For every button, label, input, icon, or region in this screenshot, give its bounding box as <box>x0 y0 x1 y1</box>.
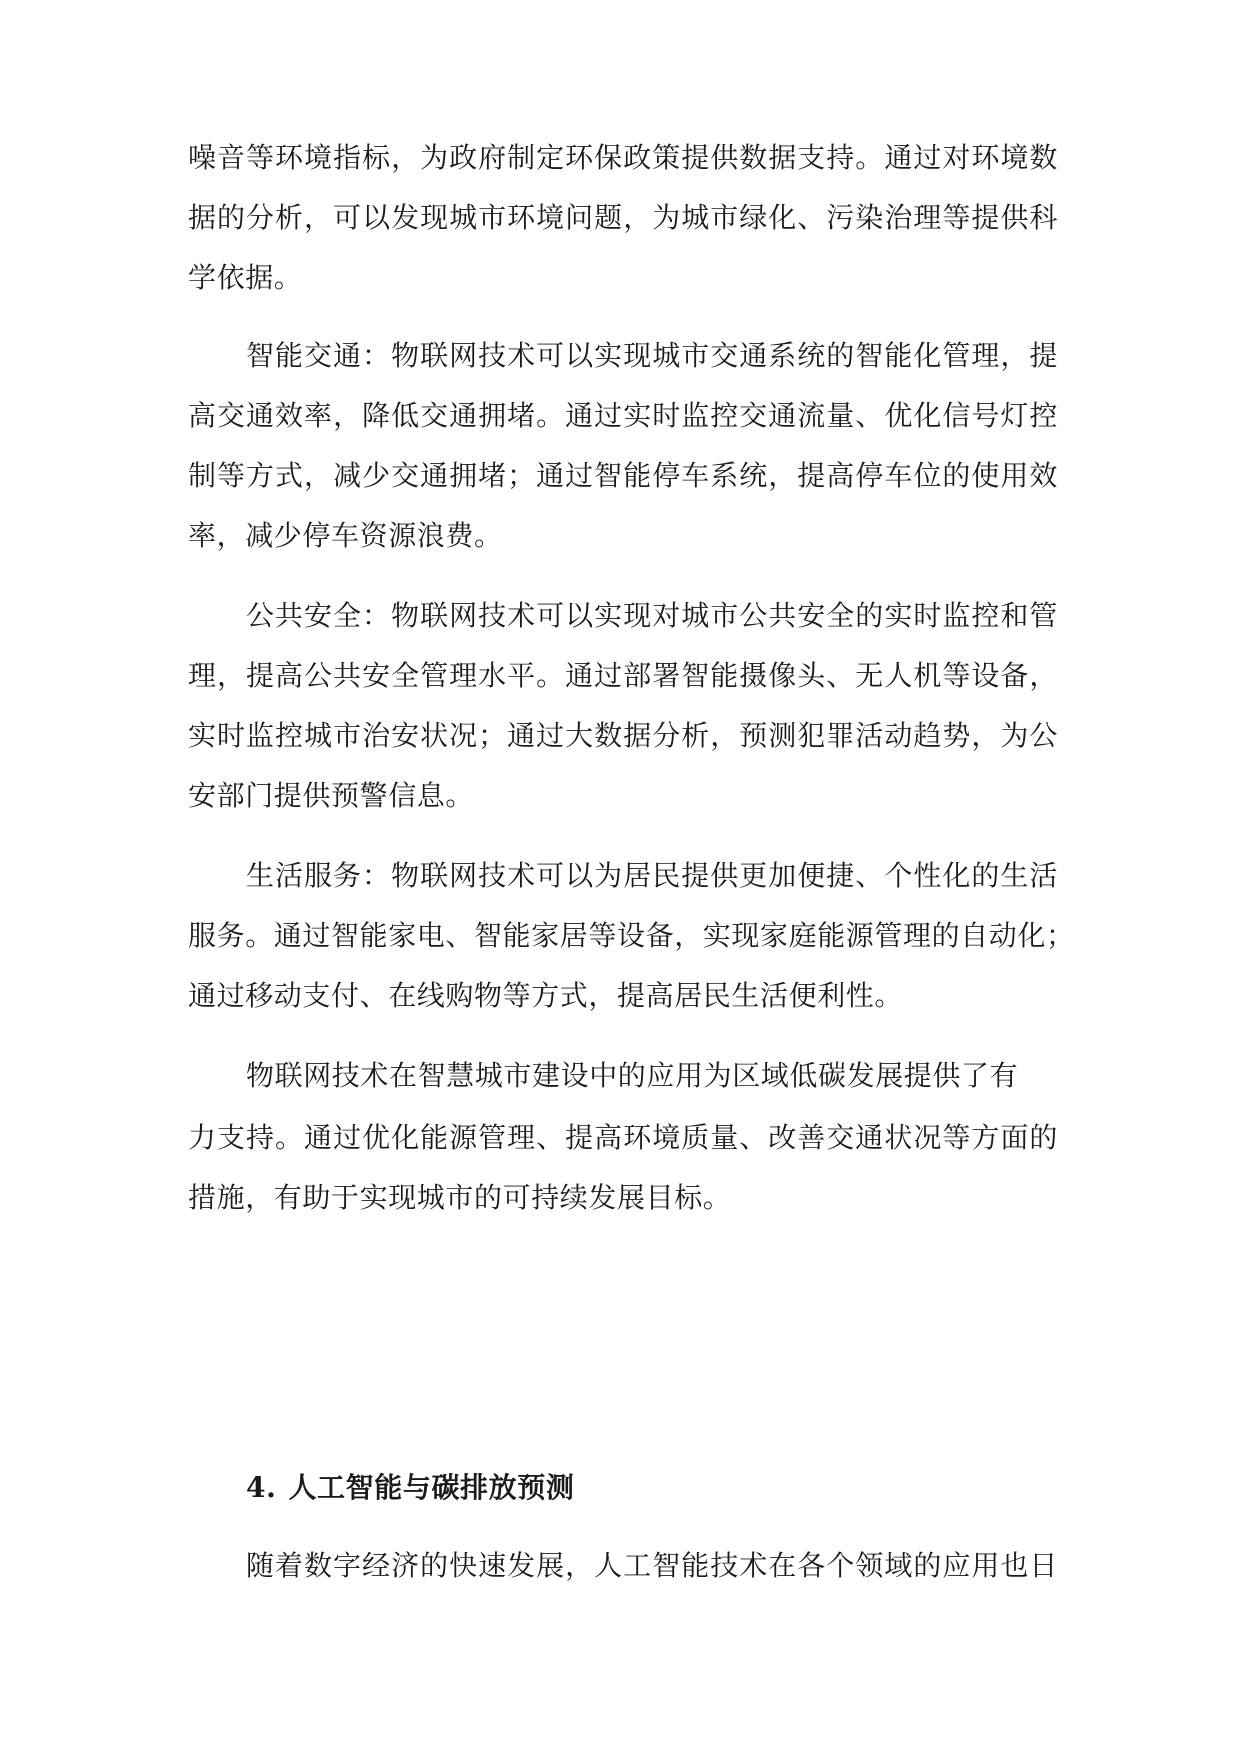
section-heading <box>246 1468 574 1508</box>
paragraph-line: 制等方式，减少交通拥堵；通过智能停车系统，提高停车位的使用效 <box>188 459 1058 492</box>
paragraph-line: 物联网技术在智慧城市建设中的应用为区域低碳发展提供了有 <box>246 1059 1019 1092</box>
paragraph-line: 理，提高公共安全管理水平。通过部署智能摄像头、无人机等设备， <box>188 659 1058 692</box>
paragraph-line: 公共安全：物联网技术可以实现对城市公共安全的实时监控和管 <box>246 599 1058 632</box>
paragraph-line: 措施，有助于实现城市的可持续发展目标。 <box>188 1181 732 1214</box>
paragraph-line: 通过移动支付、在线购物等方式，提高居民生活便利性。 <box>188 979 904 1012</box>
paragraph-line: 率，减少停车资源浪费。 <box>188 519 503 552</box>
paragraph-line: 噪音等环境指标，为政府制定环保政策提供数据支持。通过对环境数 <box>188 141 1058 174</box>
paragraph-line: 学依据。 <box>188 261 303 294</box>
paragraph-line: 据的分析，可以发现城市环境问题，为城市绿化、污染治理等提供科 <box>188 201 1058 234</box>
paragraph-line: 实时监控城市治安状况；通过大数据分析，预测犯罪活动趋势，为公 <box>188 719 1058 752</box>
paragraph-line: 智能交通：物联网技术可以实现城市交通系统的智能化管理，提 <box>246 339 1058 372</box>
paragraph-line: 安部门提供预警信息。 <box>188 779 475 812</box>
paragraph-line: 生活服务：物联网技术可以为居民提供更加便捷、个性化的生活 <box>246 859 1058 892</box>
paragraph-line: 力支持。通过优化能源管理、提高环境质量、改善交通状况等方面的 <box>188 1121 1058 1154</box>
paragraph-line: 随着数字经济的快速发展，人工智能技术在各个领域的应用也日 <box>246 1549 1058 1582</box>
paragraph-line: 高交通效率，降低交通拥堵。通过实时监控交通流量、优化信号灯控 <box>188 399 1058 432</box>
section-title: 人工智能与碳排放预测 <box>288 1471 575 1504</box>
paragraph-line: 服务。通过智能家电、智能家居等设备，实现家庭能源管理的自动化； <box>188 919 1075 952</box>
section-number: 4. <box>246 1471 277 1504</box>
